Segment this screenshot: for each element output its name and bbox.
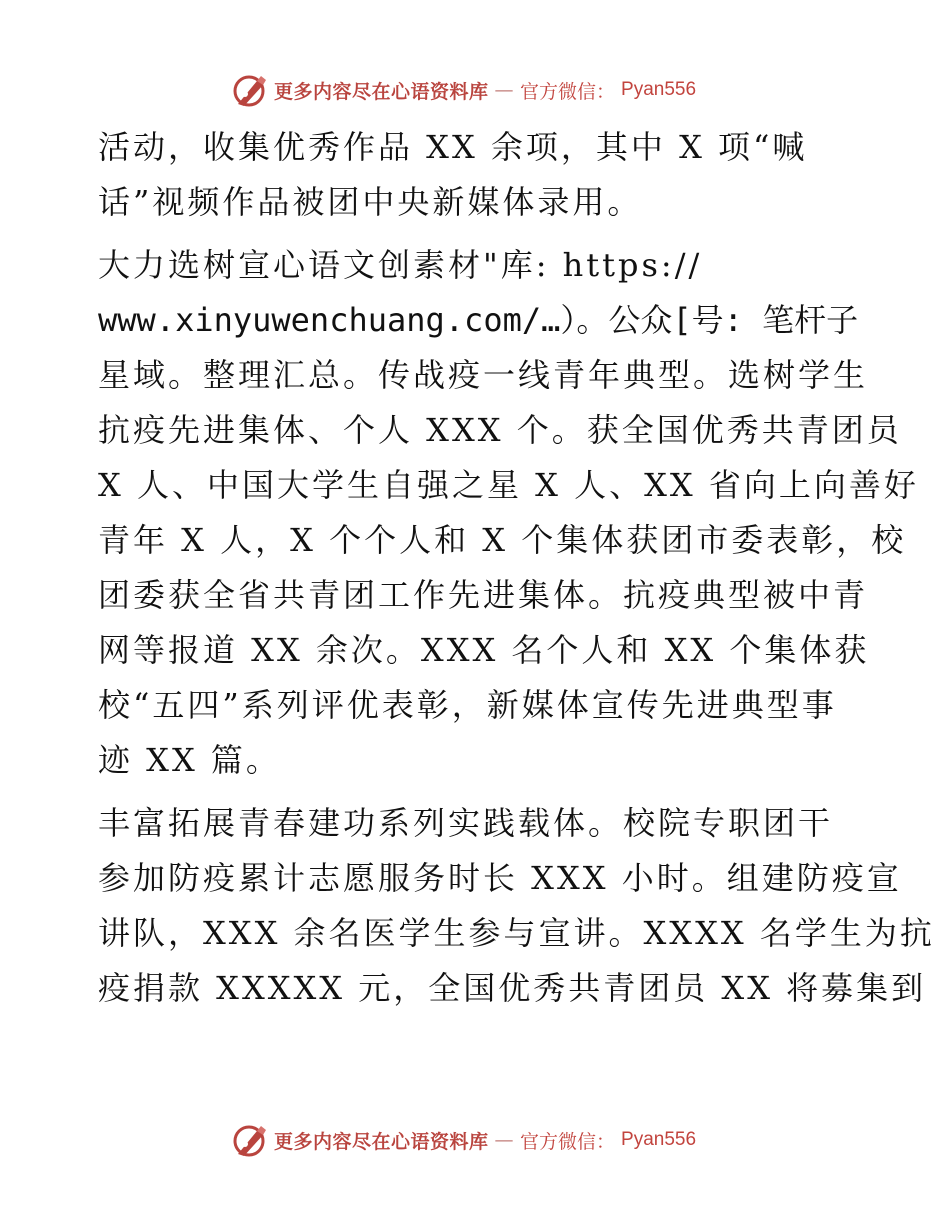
text-line: 校“五四”系列评优表彰，新媒体宣传先进典型事 — [98, 686, 837, 724]
text-line: 大力选树宣心语文创素材"库: https:// — [98, 246, 703, 284]
text-line: 丰富拓展青春建功系列实践载体。校院专职团干 — [98, 804, 834, 842]
text-line: 团委获全省共青团工作先进集体。抗疫典型被中青 — [98, 576, 869, 614]
text-line: 讲队，XXX 余名医学生参与宣讲。XXXX 名学生为抗 — [98, 914, 935, 952]
banner-label: 官方微信： — [520, 1130, 616, 1153]
banner-wechat-id: Pyan556 — [621, 1129, 697, 1150]
text-line: 话”视频作品被团中央新媒体录用。 — [98, 183, 643, 221]
banner-text: 更多内容尽在心语资料库 — [274, 1130, 489, 1153]
footer-banner — [232, 1122, 696, 1158]
paragraph — [98, 803, 935, 1008]
document-body — [98, 127, 935, 1023]
text-line: 抗疫先进集体、个人 XXX 个。获全国优秀共青团员 — [98, 411, 902, 449]
text-line: 参加防疫累计志愿服务时长 XXX 小时。组建防疫宣 — [98, 859, 902, 897]
text-line: 迹 XX 篇。 — [98, 741, 281, 779]
banner-wechat-id: Pyan556 — [621, 79, 697, 100]
text-line: 活动，收集优秀作品 XX 余项，其中 X 项“喊 — [98, 128, 808, 166]
text-line: 青年 X 人，X 个个人和 X 个集体获团市委表彰，校 — [98, 521, 907, 559]
pen-logo-icon — [232, 1122, 268, 1158]
banner-separator: — — [494, 79, 515, 101]
banner-separator: — — [494, 1129, 515, 1151]
text-line: 疫捐款 XXXXX 元，全国优秀共青团员 XX 将募集到 — [98, 969, 927, 1007]
text-line: 星域。整理汇总。传战疫一线青年典型。选树学生 — [98, 356, 869, 394]
header-banner — [232, 72, 696, 108]
banner-text: 更多内容尽在心语资料库 — [274, 80, 489, 103]
paragraph — [98, 127, 858, 222]
pen-logo-icon — [232, 72, 268, 108]
text-line: 网等报道 XX 余次。XXX 名个人和 XX 个集体获 — [98, 631, 870, 669]
banner-label: 官方微信： — [520, 80, 616, 103]
paragraph — [98, 245, 919, 780]
text-line: X 人、中国大学生自强之星 X 人、XX 省向上向善好 — [98, 466, 919, 504]
text-line: www.xinyuwenchuang.com/…）。公众[号: 笔杆子 — [98, 301, 859, 339]
